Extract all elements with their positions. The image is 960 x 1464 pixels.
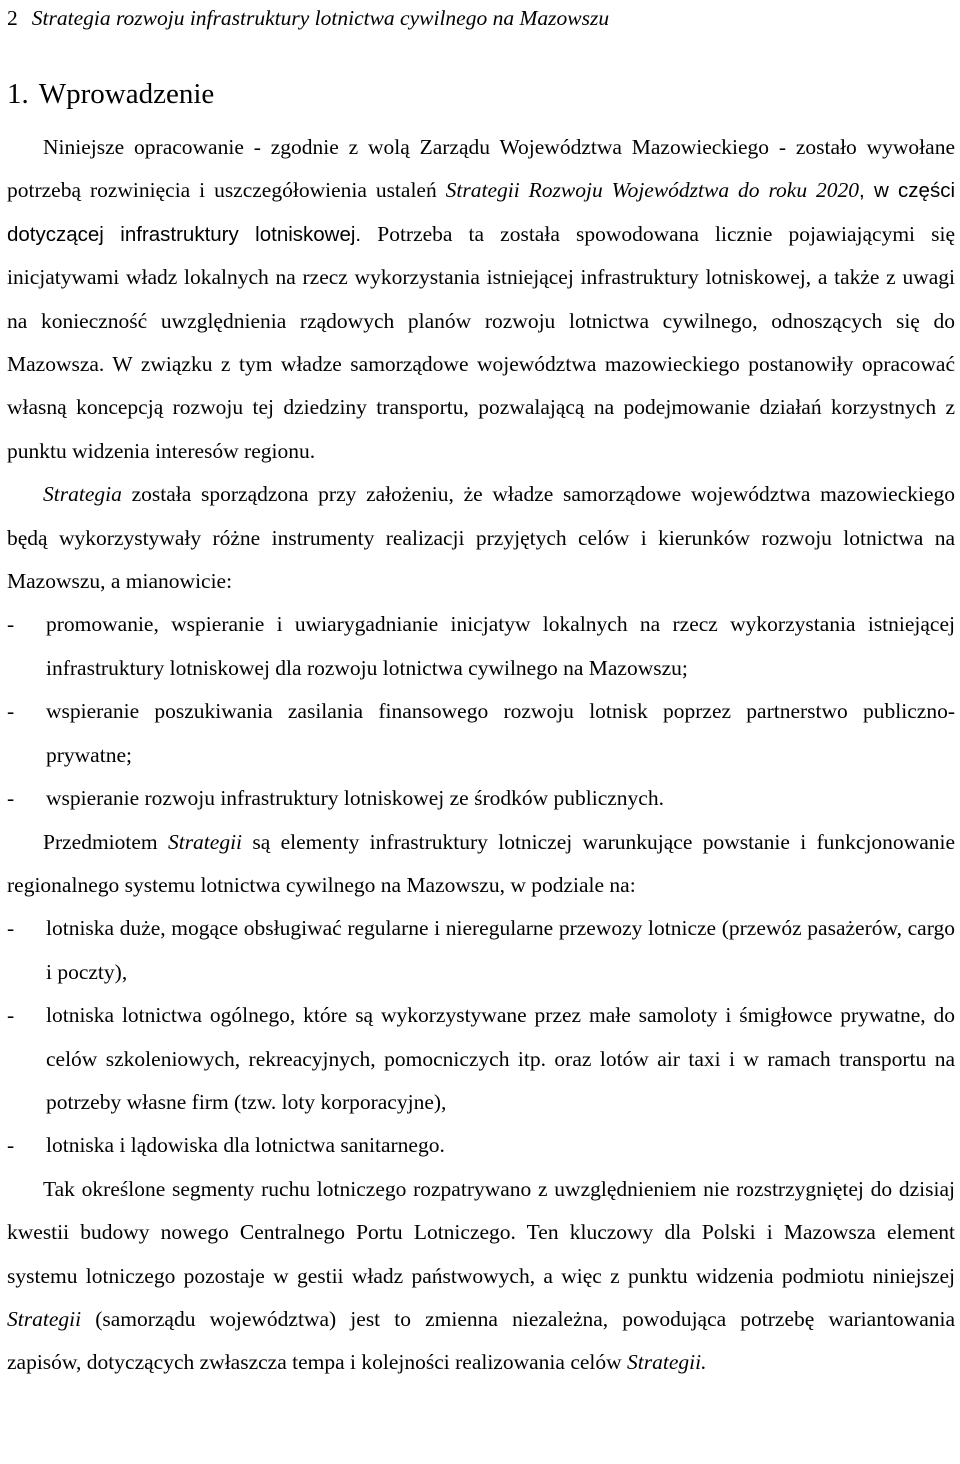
list-item xyxy=(7,603,955,690)
list-item-text: wspieranie rozwoju infrastruktury lotniskowej ze środków publicznych. xyxy=(46,786,664,811)
running-title: Strategia rozwoju infrastruktury lotnictwa cywilnego na Mazowszu xyxy=(31,6,610,30)
paragraph-1-italic: Strategii Rozwoju Województwa do roku 2020 xyxy=(445,178,860,203)
paragraph-4-text-c: (samorządu województwa) jest to zmienna niezależna, powodująca potrzebę wariantowania zapisów, dotyczących zwłaszcza tempa i kolejności realizowania celów xyxy=(7,1306,955,1375)
list-item xyxy=(7,907,955,994)
list-item-text: promowanie, wspieranie i uwiarygadnianie inicjatyw lokalnych na rzecz wykorzystania istniejącej infrastruktury lotniskowej dla rozwoju lotnictwa cywilnego na Mazowszu; xyxy=(46,612,955,680)
list-dash: - xyxy=(7,699,15,724)
airport-types-list xyxy=(7,907,955,1167)
paragraph-3-text-c: są elementy infrastruktury lotniczej warunkujące powstanie i funkcjonowanie regionalnego systemu lotnictwa cywilnego na Mazowszu, w podziale na: xyxy=(7,829,955,897)
list-dash: - xyxy=(7,916,15,941)
paragraph-2 xyxy=(7,473,955,603)
list-dash: - xyxy=(7,786,15,811)
running-header xyxy=(7,4,609,32)
list-item-text: lotniska lotnictwa ogólnego, które są wykorzystywane przez małe samoloty i śmigłowce prywatne, do celów szkoleniowych, rekreacyjnych, pomocniczych itp. oraz lotów air taxi i w ramach transportu na potrzeby własne firm (tzw. loty korporacyjne), xyxy=(46,1003,955,1114)
paragraph-2-italic: Strategia xyxy=(43,482,122,507)
paragraph-3-text-a: Przedmiotem xyxy=(43,829,168,854)
paragraph-2-text: została sporządzona przy założeniu, że władze samorządowe województwa mazowieckiego będą wykorzystywały różne instrumenty realizacji przyjętych celów i kierunków rozwoju lotnictwa na Mazowszu, a mianowicie: xyxy=(7,482,955,594)
list-dash: - xyxy=(7,612,15,637)
list-item xyxy=(7,994,955,1124)
list-item-text: lotniska i lądowiska dla lotnictwa sanitarnego. xyxy=(46,1133,445,1158)
page-number: 2 xyxy=(7,6,18,30)
section-title: Wprowadzenie xyxy=(38,78,215,110)
section-number: 1. xyxy=(7,78,29,110)
list-item xyxy=(7,777,955,820)
paragraph-1-text-a: Niniejsze opracowanie - zgodnie z wolą Zarządu Województwa Mazowieckiego - zostało wywołane potrzebą rozwinięcia i uszczegółowienia ustaleń xyxy=(7,135,955,203)
instruments-list xyxy=(7,603,955,820)
paragraph-1-text-c: , w części dotyczącej infrastruktury lotniskowej. xyxy=(7,179,955,246)
list-item-text: lotniska duże, mogące obsługiwać regularne i nieregularne przewozy lotnicze (przewóz pasażerów, cargo i poczty), xyxy=(46,916,955,984)
paragraph-1 xyxy=(7,126,955,473)
list-item xyxy=(7,690,955,777)
body-text xyxy=(7,126,955,1385)
list-item xyxy=(7,1124,955,1167)
paragraph-4 xyxy=(7,1168,955,1385)
list-dash: - xyxy=(7,1133,15,1158)
list-dash: - xyxy=(7,1003,15,1028)
list-item-text: wspieranie poszukiwania zasilania finansowego rozwoju lotnisk poprzez partnerstwo publiczno-prywatne; xyxy=(46,699,955,767)
paragraph-1-text-d: Potrzeba ta została spowodowana licznie pojawiającymi się inicjatywami władz lokalnych na rzecz wykorzystania istniejącej infrastruktury lotniskowej, a także z uwagi na konieczność uwzględnienia rządowych planów rozwoju lotnictwa cywilnego, odnoszących się do Mazowsza. W związku z tym władze samorządowe województwa mazowieckiego postanowiły opracować własną koncepcją rozwoju tej dziedziny transportu, pozwalającą na podejmowanie działań korzystnych z punktu widzenia interesów regionu. xyxy=(7,221,955,463)
paragraph-3 xyxy=(7,821,955,908)
paragraph-3-italic: Strategii xyxy=(167,829,243,854)
paragraph-4-italic-2: Strategii. xyxy=(627,1350,707,1375)
paragraph-4-text-a: Tak określone segmenty ruchu lotniczego rozpatrywano z uwzględnieniem nie rozstrzygniętej do dzisiaj kwestii budowy nowego Centralnego Portu Lotniczego. Ten kluczowy dla Polski i Mazowsza element systemu lotniczego pozostaje w gestii władz państwowych, a więc z punktu widzenia podmiotu niniejszej xyxy=(7,1176,955,1288)
section-heading xyxy=(7,76,214,112)
paragraph-4-italic-1: Strategii xyxy=(7,1306,82,1331)
